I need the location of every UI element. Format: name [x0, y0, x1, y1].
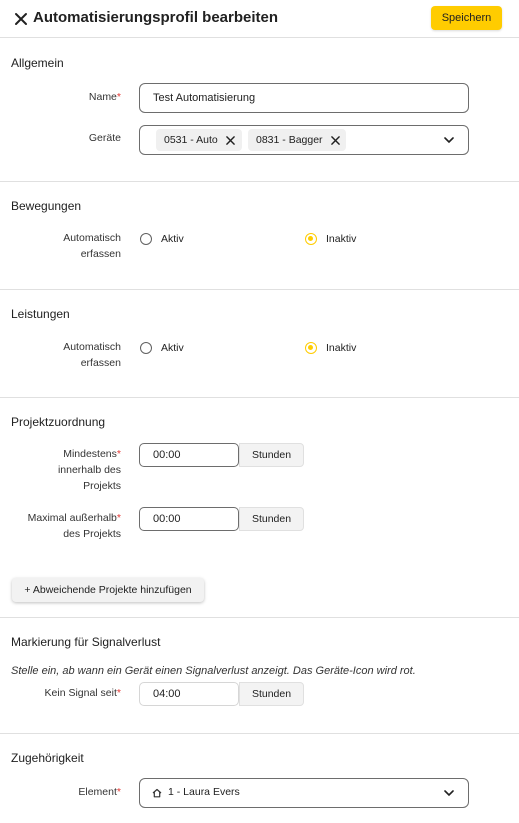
movements-auto-label: Automatisch erfassen [63, 232, 121, 260]
close-icon[interactable] [12, 10, 30, 28]
divider [0, 617, 519, 618]
header [0, 0, 519, 38]
name-label: Name* [88, 91, 121, 103]
element-value: 1 - Laura Evers [168, 786, 240, 798]
movements-radio-inactive[interactable] [305, 233, 317, 245]
device-chip [156, 129, 242, 151]
device-chip-label: 0831 - Bagger [256, 134, 323, 146]
divider [0, 289, 519, 290]
no-signal-input[interactable]: 04:00 [139, 682, 239, 706]
max-outside-input[interactable]: 00:00 [139, 507, 239, 531]
devices-select[interactable] [139, 125, 469, 155]
chevron-down-icon[interactable] [444, 789, 454, 797]
min-inside-unit: Stunden [239, 443, 304, 467]
section-title-services: Leistungen [11, 307, 70, 321]
min-inside-label: Mindestens* innerhalb des Projekts [57, 448, 121, 492]
services-active-label: Aktiv [161, 342, 184, 354]
section-title-project-assignment: Projektzuordnung [11, 415, 106, 429]
chevron-down-icon[interactable] [444, 136, 454, 144]
element-label: Element* [78, 786, 121, 798]
remove-chip-icon[interactable] [226, 136, 235, 145]
services-radio-inactive[interactable] [305, 342, 317, 354]
section-title-general: Allgemein [11, 56, 64, 70]
divider [0, 181, 519, 182]
section-title-signal-loss: Markierung für Signalverlust [11, 635, 161, 649]
devices-label: Geräte [88, 132, 121, 144]
section-title-membership: Zugehörigkeit [11, 751, 84, 765]
save-button[interactable]: Speichern [431, 6, 502, 30]
device-chip-label: 0531 - Auto [164, 134, 218, 146]
movements-active-label: Aktiv [161, 233, 184, 245]
movements-inactive-label: Inaktiv [326, 233, 357, 245]
add-deviating-projects-button[interactable]: + Abweichende Projekte hinzufügen [12, 578, 204, 602]
section-title-movements: Bewegungen [11, 199, 82, 213]
home-icon [152, 788, 162, 798]
movements-radio-active[interactable] [140, 233, 152, 245]
no-signal-unit: Stunden [239, 682, 304, 706]
no-signal-label: Kein Signal seit* [44, 687, 121, 699]
device-chip [248, 129, 346, 151]
divider [0, 397, 519, 398]
services-radio-active[interactable] [140, 342, 152, 354]
name-input[interactable]: Test Automatisierung [139, 83, 469, 113]
min-inside-input[interactable]: 00:00 [139, 443, 239, 467]
page-title: Automatisierungsprofil bearbeiten [33, 9, 279, 26]
signal-loss-hint: Stelle ein, ab wann ein Gerät einen Signalverlust anzeigt. Das Geräte-Icon wird rot. [11, 665, 416, 677]
max-outside-label: Maximal außerhalb* des Projekts [27, 512, 121, 540]
divider [0, 733, 519, 734]
remove-chip-icon[interactable] [331, 136, 340, 145]
max-outside-unit: Stunden [239, 507, 304, 531]
services-inactive-label: Inaktiv [326, 342, 357, 354]
services-auto-label: Automatisch erfassen [63, 341, 121, 369]
